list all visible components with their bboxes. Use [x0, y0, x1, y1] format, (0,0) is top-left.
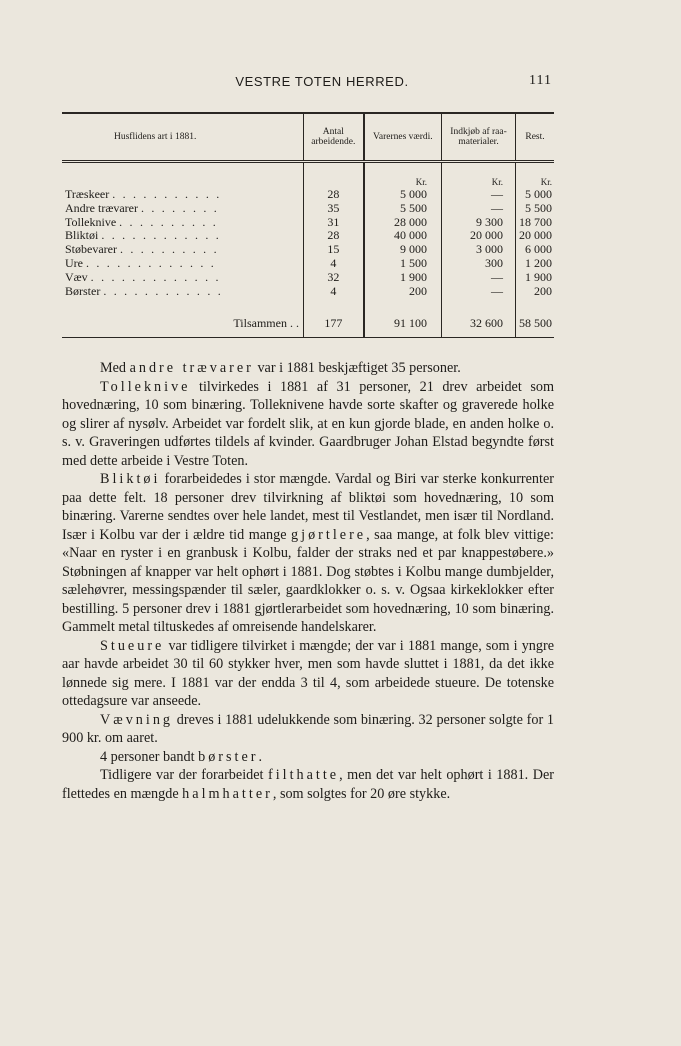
row-value: 40 000	[394, 228, 428, 243]
unit-rest: Kr.	[540, 177, 552, 187]
table-body	[62, 162, 554, 299]
text-run: , saa mange, at folk blev vittige: «Naar en ryster i en granbusk i Kolbu, falder der straks ned et par knappestøbere.» Støbningen af knapper var helt ophørt i 1881. Dog støbtes i Kolbu mange dumbjelder, sælehøvrer, messingspænder til sæler, gaardklokker o. s. v. Ogsaa kirkeklokker efter bestilling. 5 personer drev i 1881 gjørtlerarbeidet som hovednæring, 10 som binæring. Gammelt metal tiltuskedes af omreisende handelskarer.	[62, 526, 554, 635]
row-name	[62, 243, 303, 257]
row-count: 28	[303, 188, 363, 202]
row-value: 28 000	[394, 214, 428, 229]
header-value: Varernes værdi.	[364, 113, 442, 162]
row-rest: 5 000	[525, 187, 552, 201]
text-run: dreves i 1881 udelukkende som binæring. 32 personer solgte for 1 900 kr. om aaret.	[62, 711, 554, 746]
dot-leader: . . . . . . . . . . . . .	[90, 269, 221, 284]
row-rest: 20 000	[519, 228, 552, 243]
dot-leader: . . . . . . . . . . . . .	[86, 255, 216, 270]
running-header	[62, 74, 552, 96]
row-label: Andre trævarer	[65, 200, 138, 215]
total-count: 177	[303, 298, 363, 337]
table-row	[62, 188, 554, 202]
emphasized-term: børster	[198, 748, 259, 765]
row-purchase: —	[442, 271, 516, 285]
row-rest: 6 000	[525, 242, 552, 257]
text-run: Tidligere var der forarbeidet	[100, 767, 268, 783]
dot-leader: . . . . . . . .	[140, 200, 219, 215]
dot-leader: . . . . . . . . . . .	[112, 187, 222, 201]
text-run: var tidligere tilvirket i mængde; der var i 1881 mange, som i yngre aar havde arbeidet 30 til 60 stykker hver, men som havde sluttet i 1881, da det ikke lønnede sig mere. I 1881 var der endda 3 til 4, som arbeidede stueure. De totenske ottedagsure var anseede.	[62, 637, 554, 709]
row-purchase: 20 000	[442, 229, 516, 243]
text-run: .	[258, 748, 263, 765]
text-run: forarbeidedes i stor mængde. Vardal og Biri var sterke konkurrenter paa dette felt. 18 personer drev tilvirkning af bliktøi som hovednæring, 10 som binæring. Varerne sendtes over hele landet, mest til Vestlandet, men især til Nordland. Især i Kolbu var der i ældre tid mange	[62, 471, 554, 543]
emphasized-term: Bliktøi	[100, 471, 161, 487]
text-run: Med	[100, 360, 130, 376]
dot-leader: . . . . . . . . . . . .	[101, 228, 221, 243]
row-purchase: —	[442, 188, 516, 202]
row-label: Støbevarer	[65, 242, 117, 257]
row-purchase: —	[442, 285, 516, 299]
table-row	[62, 216, 554, 230]
dot-leader: . . . . . . . . . . . .	[103, 283, 223, 298]
row-count: 15	[303, 243, 363, 257]
row-name	[62, 257, 303, 271]
row-count: 32	[303, 271, 363, 285]
dot-leader: . . . . . . . . . .	[119, 214, 218, 229]
unit-value: Kr.	[415, 177, 428, 187]
text-run: , som solgtes for 20 øre stykke.	[272, 785, 451, 802]
table-header-row	[62, 113, 554, 162]
emphasized-term: andre trævarer	[129, 360, 254, 376]
unit-purchase: Kr.	[442, 162, 516, 189]
table-row	[62, 271, 554, 285]
paragraph	[62, 711, 554, 748]
total-label: Tilsammen . .	[62, 298, 303, 337]
emphasized-term: filthatte	[267, 767, 340, 783]
table-row	[62, 257, 554, 271]
paragraph	[62, 470, 554, 637]
row-name	[62, 188, 303, 202]
text-run: tilvirkedes i 1881 af 31 personer, 21 drev arbeidet som hovednæring, 10 som binæring. Tolleknivene havde sorte skafter og graverede holke og slirer af nysølv. Arbeidet var fordelt slik, at en kun gjorde blade, en anden holke o. s. v. Graveringen udførtes tildels af kvinder. Gaardbruger Johan Elstad begyndte først med dette arbeide i Vestre Toten.	[62, 378, 554, 469]
row-count: 4	[303, 285, 363, 299]
statistics-table	[62, 112, 554, 338]
row-name	[62, 216, 303, 230]
row-purchase: 9 300	[442, 216, 516, 230]
text-run: 4 personer bandt	[100, 748, 199, 765]
row-rest: 5 500	[525, 200, 552, 215]
row-value: 5 500	[400, 200, 428, 215]
row-value: 1 500	[400, 255, 428, 270]
row-rest: 200	[534, 283, 552, 298]
row-count: 28	[303, 229, 363, 243]
total-rest: 58 500	[516, 298, 555, 337]
row-label: Børster	[65, 283, 101, 298]
row-value: 1 900	[400, 269, 428, 284]
header-rest: Rest.	[516, 113, 555, 162]
row-count: 4	[303, 257, 363, 271]
text-run: , men det var helt ophørt i 1881. Der flettedes en mængde	[62, 767, 554, 802]
header-count: Antal arbeidende.	[303, 113, 363, 162]
row-purchase: 300	[442, 257, 516, 271]
emphasized-term: Stueure	[100, 637, 165, 654]
table-row	[62, 202, 554, 216]
row-count: 35	[303, 202, 363, 216]
dot-leader: . . . . . . . . . .	[119, 242, 219, 257]
emphasized-term: Tolleknive	[100, 378, 191, 395]
statistics-table-wrapper	[62, 112, 554, 338]
units-row	[62, 162, 554, 189]
row-name	[62, 202, 303, 216]
row-value: 5 000	[400, 187, 428, 201]
row-label: Væv	[65, 269, 88, 284]
total-row	[62, 298, 554, 337]
row-label: Bliktøi	[65, 228, 99, 243]
row-label: Tolleknive	[65, 214, 117, 229]
row-rest: 18 700	[519, 214, 552, 229]
emphasized-term: gjørtlere	[291, 526, 367, 543]
row-name	[62, 271, 303, 285]
header-name: Husflidens art i 1881.	[62, 113, 303, 162]
row-value: 9 000	[400, 242, 428, 257]
paragraph	[62, 359, 554, 378]
header-purchase: Indkjøb af raa-materialer.	[442, 113, 516, 162]
paragraph	[62, 378, 554, 471]
row-rest: 1 900	[525, 269, 552, 284]
page-number: 111	[529, 73, 552, 88]
paragraph	[62, 748, 554, 767]
row-name	[62, 285, 303, 299]
row-label: Ure	[65, 255, 83, 270]
row-value: 200	[409, 283, 428, 298]
paragraph	[62, 637, 554, 711]
total-purchase: 32 600	[442, 298, 516, 337]
row-rest: 1 200	[525, 255, 552, 270]
row-label: Træskeer	[65, 187, 110, 201]
table-row	[62, 285, 554, 299]
table-row	[62, 243, 554, 257]
emphasized-term: Vævning	[100, 711, 174, 728]
emphasized-term: halmhatter	[182, 785, 273, 802]
text-run: var i 1881 beskjæftiget 35 personer.	[253, 360, 461, 376]
running-title: VESTRE TOTEN HERRED.	[235, 74, 409, 89]
row-purchase: —	[442, 202, 516, 216]
row-purchase: 3 000	[442, 243, 516, 257]
row-count: 31	[303, 216, 363, 230]
paragraph	[62, 766, 554, 803]
total-value: 91 100	[364, 298, 442, 337]
body-text	[62, 359, 554, 803]
table-row	[62, 229, 554, 243]
row-name	[62, 229, 303, 243]
